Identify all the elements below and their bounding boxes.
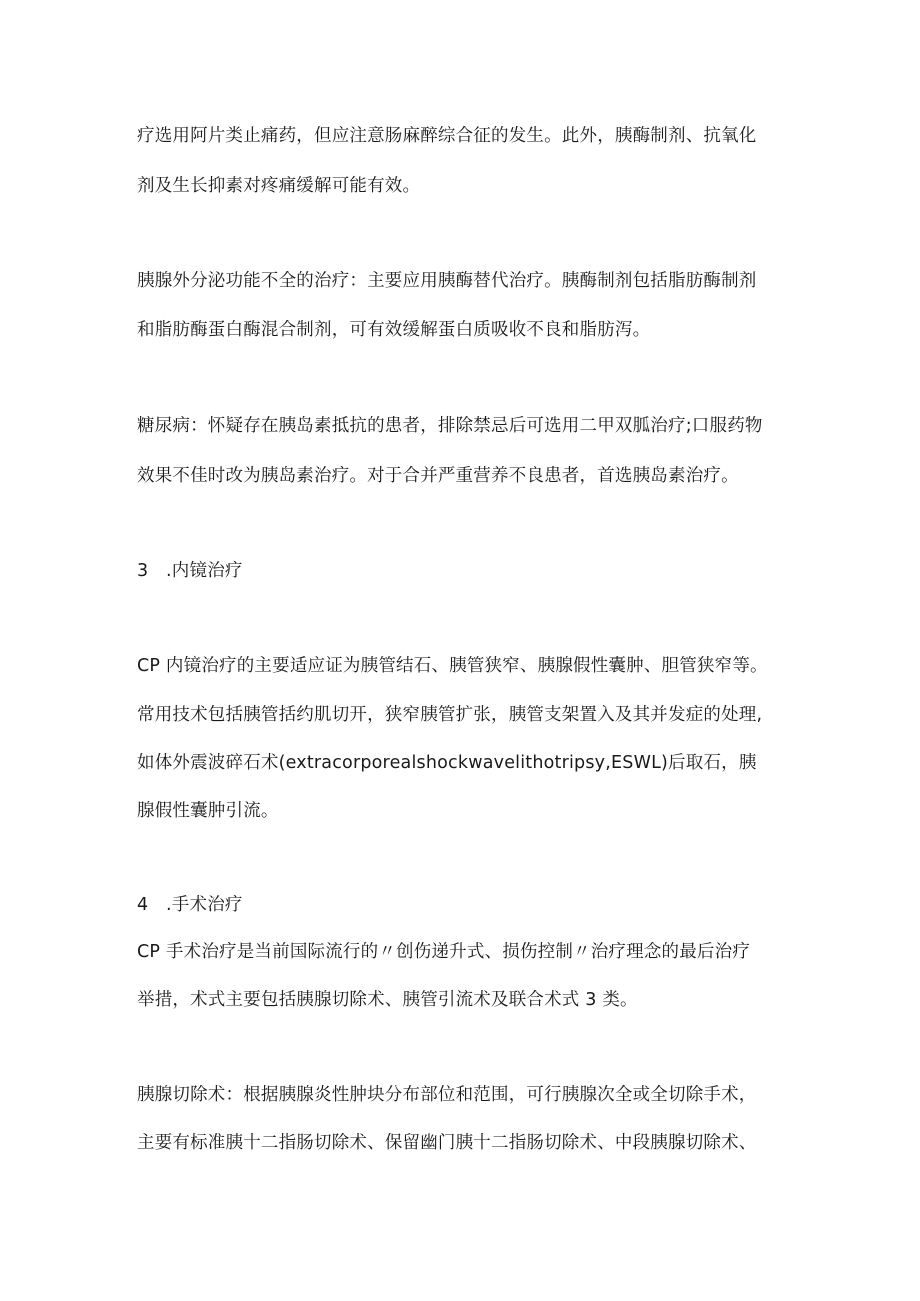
text-line: 和脂肪酶蛋白酶混合制剂，可有效缓解蛋白质吸收不良和脂肪泻。: [137, 320, 651, 340]
text-line: 效果不佳时改为胰岛素治疗。对于合并严重营养不良患者，首选胰岛素治疗。: [137, 466, 739, 486]
text-line: CP 手术治疗是当前国际流行的〃创伤递升式、损伤控制〃治疗理念的最后治疗: [137, 942, 751, 962]
text-line: 如体外震波碎石术(extracorporealshockwavelithotripsy,ESWL)后取石，胰: [137, 753, 757, 773]
text-line: 常用技术包括胰管括约肌切开，狭窄胰管扩张，胰管支架置入及其并发症的处理,: [137, 705, 763, 725]
text-line: 举措，术式主要包括胰腺切除术、胰管引流术及联合术式 3 类。: [137, 990, 638, 1010]
section-heading: 3 .内镜治疗: [137, 561, 243, 581]
text-line: 剂及生长抑素对疼痛缓解可能有效。: [137, 176, 421, 196]
text-line: CP 内镜治疗的主要适应证为胰管结石、胰管狭窄、胰腺假性囊肿、胆管狭窄等。: [137, 656, 768, 676]
text-line: 胰腺切除术：根据胰腺炎性肿块分布部位和范围，可行胰腺次全或全切除手术，: [137, 1085, 757, 1105]
text-line: 胰腺外分泌功能不全的治疗：主要应用胰酶替代治疗。胰酶制剂包括脂肪酶制剂: [137, 271, 757, 291]
text-line: 糖尿病：怀疑存在胰岛素抵抗的患者，排除禁忌后可选用二甲双胍治疗;口服药物: [137, 416, 763, 436]
text-line: 腺假性囊肿引流。: [137, 801, 279, 821]
section-heading: 4 .手术治疗: [137, 895, 243, 915]
text-line: 疗选用阿片类止痛药，但应注意肠麻醉综合征的发生。此外，胰酶制剂、抗氧化: [137, 126, 757, 146]
text-line: 主要有标准胰十二指肠切除术、保留幽门胰十二指肠切除术、中段胰腺切除术、: [137, 1133, 757, 1153]
